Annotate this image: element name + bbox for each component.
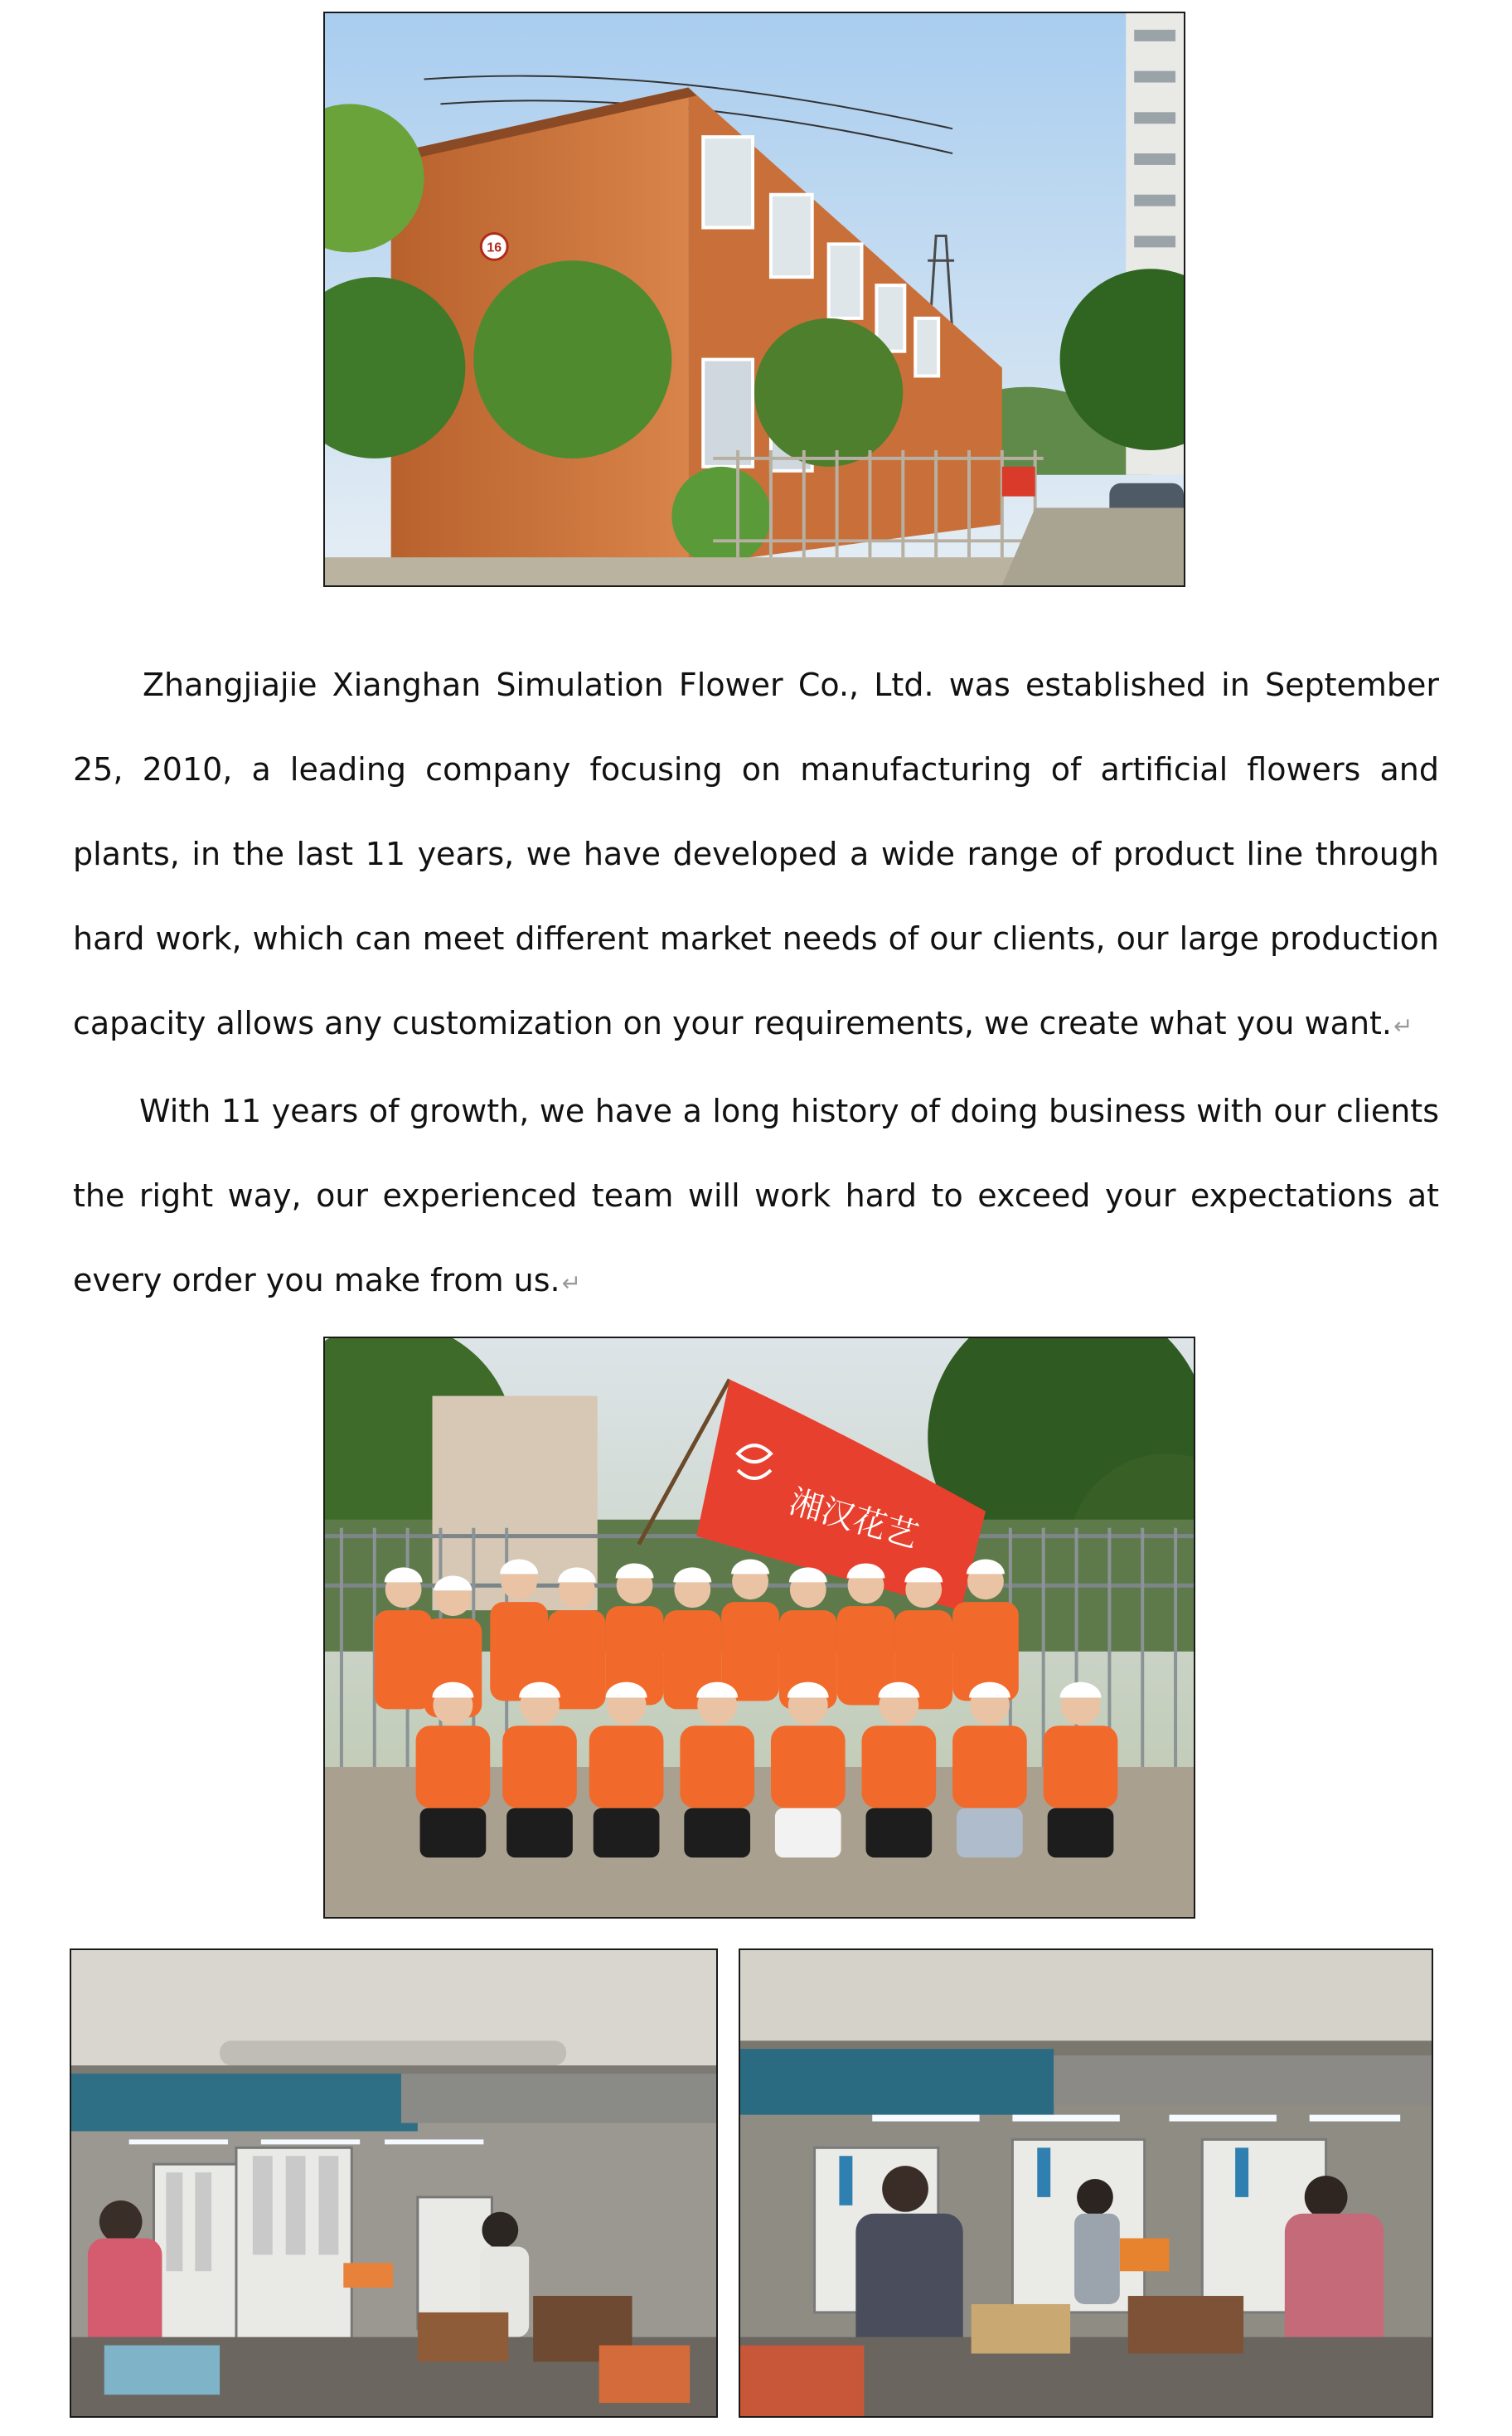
paragraph-mark-icon: ↵ bbox=[561, 1269, 582, 1297]
team-group-photo bbox=[323, 1337, 1195, 1919]
factory-building-photo bbox=[323, 12, 1185, 587]
workshop-photo-left bbox=[70, 1948, 718, 2418]
paragraph-text: Zhangjiajie Xianghan Simulation Flower Co., Ltd. was established in September 25, 2010, a leading company focusing on manufacturing of artificial flowers and plants, in the last 11 years, we have developed a wide range of product line through hard work, which can meet different market needs of our clients, our large production capacity allows any customization on your requirements, we create what you want. bbox=[73, 667, 1439, 1041]
paragraph-mark-icon: ↵ bbox=[1393, 1012, 1413, 1040]
company-introduction bbox=[73, 643, 1439, 1326]
building-number-sign: 16 bbox=[487, 240, 502, 255]
intro-paragraph-2 bbox=[73, 1069, 1439, 1326]
paragraph-text: With 11 years of growth, we have a long history of doing business with our clients the right way, our experienced team will work hard to exceed your expectations at every order you make from us. bbox=[73, 1093, 1439, 1298]
workshop-photo-right bbox=[739, 1948, 1433, 2418]
intro-paragraph-1 bbox=[73, 643, 1439, 1069]
flag-text: 湘汉花艺 bbox=[785, 1482, 923, 1556]
